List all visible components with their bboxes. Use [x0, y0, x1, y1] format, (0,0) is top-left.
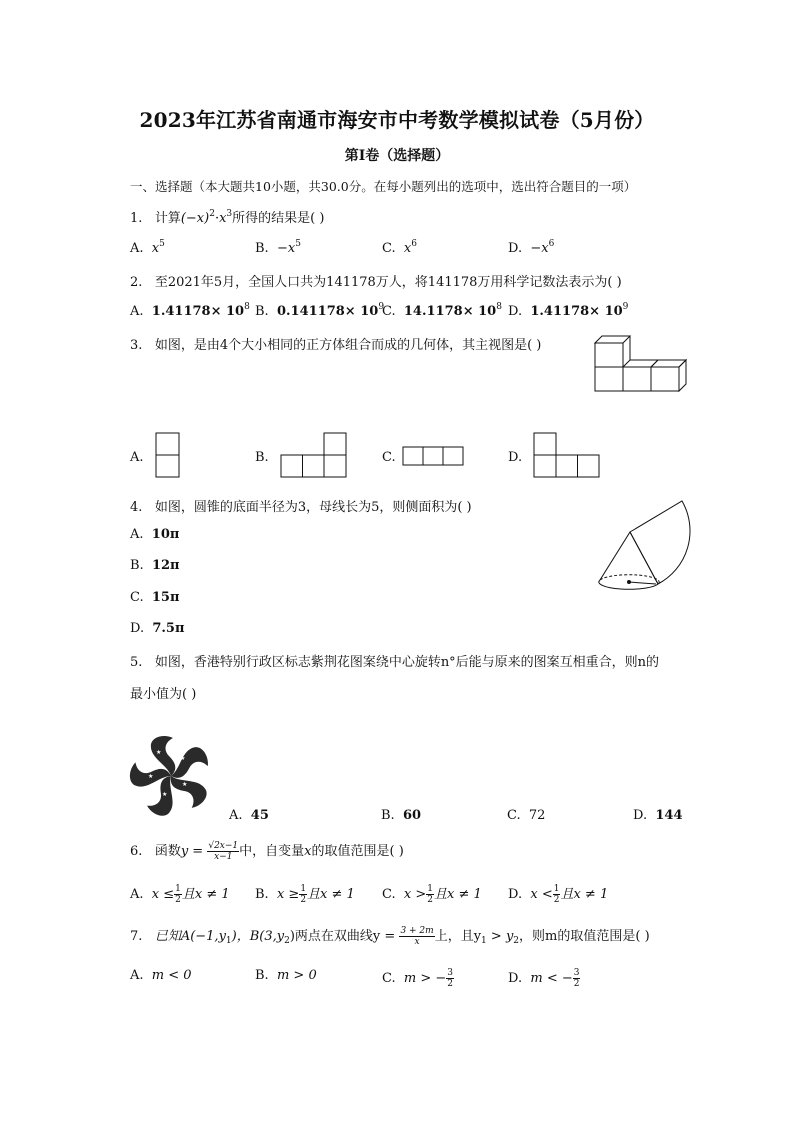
svg-text:★: ★ [180, 755, 186, 762]
fraction-numerator: 1 [427, 884, 433, 894]
option-c[interactable] [382, 450, 396, 465]
option-d[interactable] [508, 883, 608, 905]
option-fraction [426, 884, 434, 905]
option-a[interactable] [130, 302, 250, 319]
fraction-denominator: x [414, 937, 420, 947]
option-value: m < 0 [151, 968, 192, 983]
question-3 [130, 334, 541, 353]
option-value: x [151, 241, 160, 256]
math-subscript: 1 [225, 936, 232, 946]
section-heading: 一、选择题（本大题共10小题，共30.0分。在每小题列出的选项中，选出符合题目的一项） [130, 179, 637, 194]
question-number: 4. [130, 500, 143, 515]
option-label: D. [508, 450, 523, 465]
math-var: x [219, 211, 227, 226]
question-5 [130, 651, 659, 670]
question-4 [130, 496, 472, 515]
option-label: D. [508, 971, 523, 986]
option-exponent: 6 [411, 239, 417, 249]
fraction-denominator: 2 [447, 979, 454, 989]
question-text: ，则m的取值范围是( ) [519, 929, 650, 944]
option-label: C. [382, 241, 396, 256]
option-c[interactable] [507, 808, 545, 823]
option-a[interactable] [130, 968, 192, 983]
question-text: > y [486, 929, 514, 944]
fraction-denominator: 2 [175, 895, 181, 905]
option-a[interactable] [130, 527, 179, 542]
option-c[interactable] [382, 883, 482, 905]
question-text: 如图，香港特别行政区标志紫荆花图案绕中心旋转n°后能与原来的图案互相重合，则n的 [154, 655, 660, 670]
question-text: 函数 [154, 844, 181, 859]
option-value: 12π [151, 558, 180, 573]
option-value: m < − [530, 971, 573, 986]
question-text: 的取值范围是( ) [311, 844, 404, 859]
option-a[interactable] [130, 883, 230, 905]
paper-title: 2023年江苏省南通市海安市中考数学模拟试卷（5月份） [139, 108, 655, 132]
option-a[interactable] [229, 808, 269, 823]
question-text: 上，且y [434, 929, 482, 944]
option-label: D. [130, 621, 145, 636]
cube-solid-figure [592, 332, 692, 394]
option-value: 45 [250, 808, 269, 823]
bauhinia-flower-figure [128, 734, 214, 818]
math-subscript: 2 [513, 936, 520, 946]
option-exponent: 6 [548, 239, 555, 249]
option-label: A. [130, 968, 144, 983]
option-value: x ≤ [151, 887, 175, 902]
option-label: A. [130, 527, 144, 542]
option-value: 7.5π [152, 621, 185, 636]
option-d-figure [533, 432, 601, 478]
option-b[interactable] [255, 302, 384, 319]
question-number: 6. [130, 844, 143, 859]
question-text: 计算 [154, 211, 181, 226]
option-b[interactable] [255, 239, 301, 256]
question-text: )两点在双曲线y = [289, 929, 396, 944]
option-label: A. [130, 304, 144, 319]
option-a[interactable] [130, 239, 165, 256]
math-fraction [399, 926, 434, 947]
question-6 [130, 840, 404, 862]
option-value: −x [276, 241, 296, 256]
fraction-denominator: 2 [553, 895, 560, 905]
fraction-denominator: 2 [300, 895, 307, 905]
option-label: A. [130, 887, 144, 902]
math-subscript: 2 [284, 936, 290, 946]
option-label: C. [382, 304, 396, 319]
option-label: B. [255, 887, 269, 902]
question-7 [130, 925, 650, 947]
option-value: 且x ≠ 1 [560, 887, 609, 902]
question-1 [130, 207, 324, 226]
question-text: 如图，圆锥的底面半径为3，母线长为5，则侧面积为( ) [154, 500, 472, 515]
option-label: B. [255, 304, 269, 319]
option-label: B. [255, 968, 269, 983]
question-text: 中，自变量 [239, 844, 305, 859]
option-exponent: 9 [378, 302, 385, 312]
option-label: C. [382, 450, 396, 465]
option-label: B. [130, 558, 144, 573]
question-5-line2: 最小值为( ) [130, 687, 197, 702]
option-exponent: 9 [622, 302, 629, 312]
fraction-denominator: 2 [427, 895, 433, 905]
question-number: 7. [130, 929, 143, 944]
option-exponent: 8 [496, 302, 502, 312]
fraction-numerator: 1 [175, 884, 181, 894]
option-value: x [403, 241, 412, 256]
option-fraction [446, 968, 454, 989]
option-exponent: 8 [244, 302, 250, 312]
option-value: 72 [528, 808, 546, 823]
option-label: B. [381, 808, 395, 823]
option-value: 60 [402, 808, 422, 823]
option-label: A. [130, 241, 144, 256]
option-c-figure [402, 446, 464, 466]
math-fraction [207, 841, 239, 862]
option-label: C. [382, 887, 396, 902]
math-var: x [304, 844, 312, 859]
option-exponent: 5 [159, 239, 165, 249]
question-number: 3. [130, 338, 143, 353]
question-number: 1. [130, 211, 143, 226]
question-text: )，B(3,y [231, 929, 285, 944]
option-b[interactable] [255, 968, 317, 983]
option-value: 且x ≠ 1 [181, 887, 230, 902]
option-value: 且x ≠ 1 [433, 887, 482, 902]
fraction-denominator: 2 [573, 979, 580, 989]
option-value: 1.41178× 10 [151, 304, 245, 319]
option-label: D. [508, 887, 523, 902]
math-dot: · [214, 211, 220, 226]
option-b[interactable] [381, 808, 421, 823]
question-2 [130, 271, 622, 290]
math-subscript: 1 [481, 936, 487, 946]
option-value: −x [530, 241, 549, 256]
option-d[interactable] [508, 239, 554, 256]
option-label: A. [130, 450, 144, 465]
math-exponent: 2 [209, 209, 215, 219]
option-label: C. [130, 590, 144, 605]
option-a-figure [155, 432, 181, 478]
option-c[interactable] [382, 239, 417, 256]
option-d[interactable] [130, 621, 185, 636]
option-b[interactable] [255, 450, 269, 465]
question-text: 所得的结果是( ) [232, 211, 325, 226]
option-c[interactable] [382, 968, 454, 989]
option-value: 且x ≠ 1 [307, 887, 355, 902]
fraction-numerator: √2x−1 [208, 841, 239, 851]
option-value: x > [403, 887, 427, 902]
paper-subtitle: 第I卷（选择题） [344, 148, 450, 164]
question-text: 已知A(−1,y [154, 929, 226, 944]
option-value: 15π [151, 590, 180, 605]
option-label: C. [507, 808, 521, 823]
fraction-numerator: 3 + 2m [400, 926, 434, 936]
option-c[interactable] [382, 302, 502, 319]
option-exponent: 5 [295, 239, 301, 249]
option-value: x ≥ [276, 887, 300, 902]
option-label: A. [229, 808, 243, 823]
question-text: 至2021年5月，全国人口共为141178万人，将141178万用科学记数法表示为( ) [154, 275, 622, 290]
option-label: D. [508, 241, 523, 256]
fraction-numerator: 3 [573, 968, 580, 978]
option-d[interactable] [508, 302, 628, 319]
option-b-figure [280, 432, 348, 478]
math-lhs: y = [180, 844, 204, 859]
option-label: D. [508, 304, 523, 319]
fraction-numerator: 1 [553, 884, 560, 894]
option-value: 144 [655, 808, 683, 823]
option-label: B. [255, 450, 269, 465]
option-value: 1.41178× 10 [530, 304, 623, 319]
option-b[interactable] [130, 558, 180, 573]
fraction-numerator: 3 [447, 968, 454, 978]
option-label: C. [382, 971, 396, 986]
option-value: m > 0 [276, 968, 317, 983]
option-fraction [299, 884, 307, 905]
svg-text:★: ★ [162, 791, 168, 798]
math-exponent: 3 [226, 209, 233, 219]
option-b[interactable] [255, 883, 355, 905]
question-text: 如图，是由4个大小相同的正方体组合而成的几何体，其主视图是( ) [154, 338, 542, 353]
option-c[interactable] [130, 590, 180, 605]
cone-figure [594, 498, 696, 598]
option-value: 10π [151, 527, 180, 542]
option-label: B. [255, 241, 269, 256]
option-value: m > − [403, 971, 447, 986]
fraction-numerator: 1 [300, 884, 307, 894]
option-d[interactable] [508, 968, 580, 989]
question-number: 5. [130, 655, 143, 670]
option-fraction [174, 884, 182, 905]
option-a[interactable] [130, 450, 144, 465]
option-value: 14.1178× 10 [403, 304, 497, 319]
option-fraction [573, 968, 581, 989]
svg-text:★: ★ [182, 781, 188, 788]
option-d[interactable] [508, 450, 522, 465]
option-d[interactable] [633, 808, 683, 823]
option-label: D. [633, 808, 648, 823]
svg-text:★: ★ [156, 749, 162, 756]
math-expr: (−x) [180, 211, 210, 226]
option-value: 0.141178× 10 [276, 304, 379, 319]
fraction-denominator: x−1 [214, 852, 233, 862]
question-number: 2. [130, 275, 143, 290]
option-value: x < [530, 887, 553, 902]
svg-text:★: ★ [148, 773, 154, 780]
